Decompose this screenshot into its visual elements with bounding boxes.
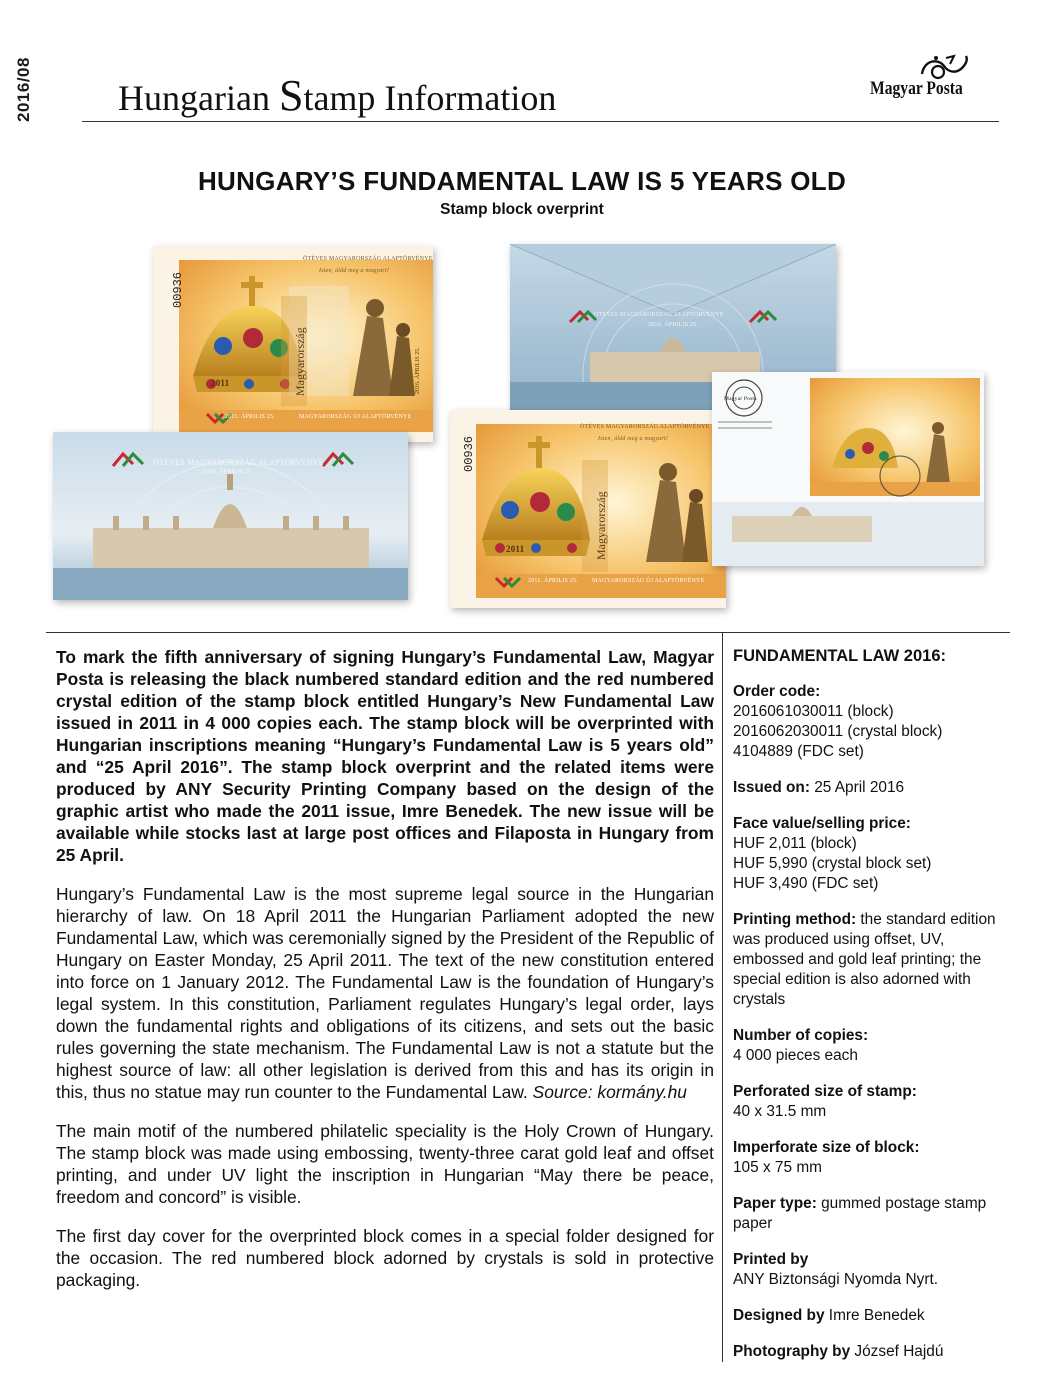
paragraph-text: Hungary’s Fundamental Law is the most supreme legal source in the Hungarian hierarchy of law. On 18 April 2011 the Hungarian Parliament adopted the new Fundamental Law, which was ceremonially signed by the President of the Republic of Hungary on Easter Monday, 25 April 2011. The text of the new constitution entered into force on 1 January 2012. The Fundamental Law is the foundation of Hungary’s legal system. In this constitution, Parliament regulates Hungary’s legal order, lays down the fundamental rights and obligations of its citizens, and sets out the basic rules governing the state mechanism. The Fundamental Law is not a statute but the highest source of law: all other legislation is derived from this and has its origin in this, thus no statue may run counter to the Fundamental Law.	[56, 884, 714, 1102]
block-year-large: 2011	[506, 544, 525, 554]
face-value-section	[733, 814, 1005, 894]
issued-value: 25 April 2016	[809, 779, 905, 796]
perforated-size-section	[733, 1082, 1005, 1122]
copies-value: 4 000 pieces each	[733, 1047, 858, 1064]
folder-date: 2016. ÁPRILIS 25.	[648, 322, 699, 328]
page-subtitle: Stamp block overprint	[440, 201, 604, 218]
paper-type-section	[733, 1194, 1005, 1234]
sidebar-heading: FUNDAMENTAL LAW 2016:	[733, 647, 946, 665]
order-code-line: 2016062030011 (crystal block)	[733, 723, 943, 740]
header-divider	[82, 121, 999, 122]
photography-label: Photography by	[733, 1343, 851, 1360]
imperforate-size-value: 105 x 75 mm	[733, 1159, 822, 1176]
printing-method-value: the standard edition was produced using offset, UV, embossed and gold leaf printing; the special edition is also adorned with crystals	[733, 911, 996, 1008]
card-date: 2016. ÁPRILIS 25.	[203, 469, 254, 475]
title-rest: tamp Information	[303, 78, 557, 118]
perforated-size-label: Perforated size of stamp:	[733, 1083, 917, 1100]
logo-text: Magyar Posta	[870, 78, 963, 99]
column-divider	[722, 632, 723, 1362]
designed-by-section	[733, 1306, 1005, 1326]
block-bottom-right-large: MAGYARORSZÁG ÚJ ALAPTÖRVÉNYE	[592, 578, 705, 584]
fdc-postmark-text: Magyar Posta	[724, 396, 757, 402]
paper-type-label: Paper type:	[733, 1195, 817, 1212]
publication-title	[118, 70, 556, 121]
stamp-block-image	[153, 246, 433, 442]
face-value-line: HUF 3,490 (FDC set)	[733, 875, 879, 892]
face-value-line: HUF 5,990 (crystal block set)	[733, 855, 932, 872]
magyar-posta-logo	[866, 52, 972, 108]
block-bottom-right: MAGYARORSZÁG ÚJ ALAPTÖRVÉNYE	[299, 414, 412, 420]
imperforate-size-section	[733, 1138, 1005, 1178]
face-value-line: HUF 2,011 (block)	[733, 835, 857, 852]
order-code-section	[733, 682, 1005, 762]
photography-value: József Hajdú	[850, 1343, 944, 1360]
page-title: HUNGARY’S FUNDAMENTAL LAW IS 5 YEARS OLD	[197, 166, 847, 196]
paper-type-value: gummed postage stamp paper	[733, 1195, 987, 1232]
printed-by-section	[733, 1250, 1005, 1290]
title-prefix: Hungarian	[118, 78, 279, 118]
block-top-line: ÖTÉVES MAGYARORSZÁG ALAPTÖRVÉNYE	[303, 256, 433, 262]
folder-card-image	[53, 432, 408, 600]
printing-method-label: Printing method:	[733, 911, 857, 928]
copies-label: Number of copies:	[733, 1027, 869, 1044]
order-code-label: Order code:	[733, 683, 821, 700]
stamp-serial-number-large: 00936	[462, 435, 476, 472]
stamp-block-image-large	[450, 410, 726, 608]
fdc-envelope-image	[712, 372, 984, 566]
issued-label: Issued on:	[733, 779, 810, 796]
issued-section	[733, 778, 1005, 798]
card-title: ÖTÉVES MAGYARORSZÁG ALAPTÖRVÉNYE	[153, 458, 324, 467]
stamp-serial-number: 00936	[171, 271, 185, 308]
block-country-large: Magyarország	[594, 491, 608, 560]
source-citation: Source: kormány.hu	[532, 1082, 687, 1102]
block-bottom-left-large: 2011. ÁPRILIS 25.	[528, 578, 578, 584]
block-date: 2016. ÁPRILIS 25.	[415, 347, 421, 394]
folder-title: ÖTÉVES MAGYARORSZÁG ALAPTÖRVÉNYE	[594, 312, 724, 318]
paragraph-fundamental-law	[56, 883, 714, 1103]
block-motto-large: Isten, áldd meg a magyart!	[598, 436, 669, 442]
title-initial: S	[278, 71, 304, 120]
printed-by-value: ANY Biztonsági Nyomda Nyrt.	[733, 1271, 939, 1288]
block-motto: Isten, áldd meg a magyart!	[319, 268, 390, 274]
lead-paragraph: To mark the fifth anniversary of signing Hungary’s Fundamental Law, Magyar Posta is releasing the black numbered standard edition and the red numbered crystal edition of the stamp block entitled Hungary’s New Fundamental Law issued in 2011 in 4 000 copies each. The stamp block will be overprinted with Hungarian inscriptions meaning “Hungary’s Fundamental Law is 5 years old” and “25 April 2016”. The stamp block overprint and the related items were produced by ANY Security Printing Company based on the design of the graphic artist who made the 2011 issue, Imre Benedek. The new issue will be available while stocks last at large post offices and Filaposta in Hungary from 25 April.	[56, 647, 714, 865]
paragraph-fdc: The first day cover for the overprinted block comes in a special folder designed for the occasion. The red numbered block adorned by crystals is sold in protective packaging.	[56, 1226, 714, 1290]
order-code-line: 2016061030011 (block)	[733, 703, 894, 720]
paragraph-motif: The main motif of the numbered philatelic speciality is the Holy Crown of Hungary. The stamp block was made using embossing, twenty-three carat gold leaf and offset printing, and under UV light the inscription in Hungarian “May there be peace, freedom and concord” is visible.	[56, 1121, 714, 1207]
block-top-line-large: ÖTÉVES MAGYARORSZÁG ALAPTÖRVÉNYE	[580, 424, 710, 430]
block-country: Magyarország	[293, 327, 307, 396]
content-divider	[46, 632, 1010, 633]
printed-by-label: Printed by	[733, 1251, 809, 1268]
issue-details-sidebar	[733, 646, 1005, 1378]
block-year: 2011	[211, 378, 230, 388]
perforated-size-value: 40 x 31.5 mm	[733, 1103, 827, 1120]
copies-section	[733, 1026, 1005, 1066]
order-code-line: 4104889 (FDC set)	[733, 743, 864, 760]
imperforate-size-label: Imperforate size of block:	[733, 1139, 920, 1156]
issue-code: 2016/08	[14, 57, 33, 122]
printing-method-section	[733, 910, 1005, 1010]
designed-by-value: Imre Benedek	[824, 1307, 925, 1324]
face-value-label: Face value/selling price:	[733, 815, 911, 832]
designed-by-label: Designed by	[733, 1307, 825, 1324]
article-body	[56, 646, 714, 1308]
photography-section	[733, 1342, 1005, 1362]
block-bottom-left: 2011. ÁPRILIS 25.	[225, 414, 275, 420]
